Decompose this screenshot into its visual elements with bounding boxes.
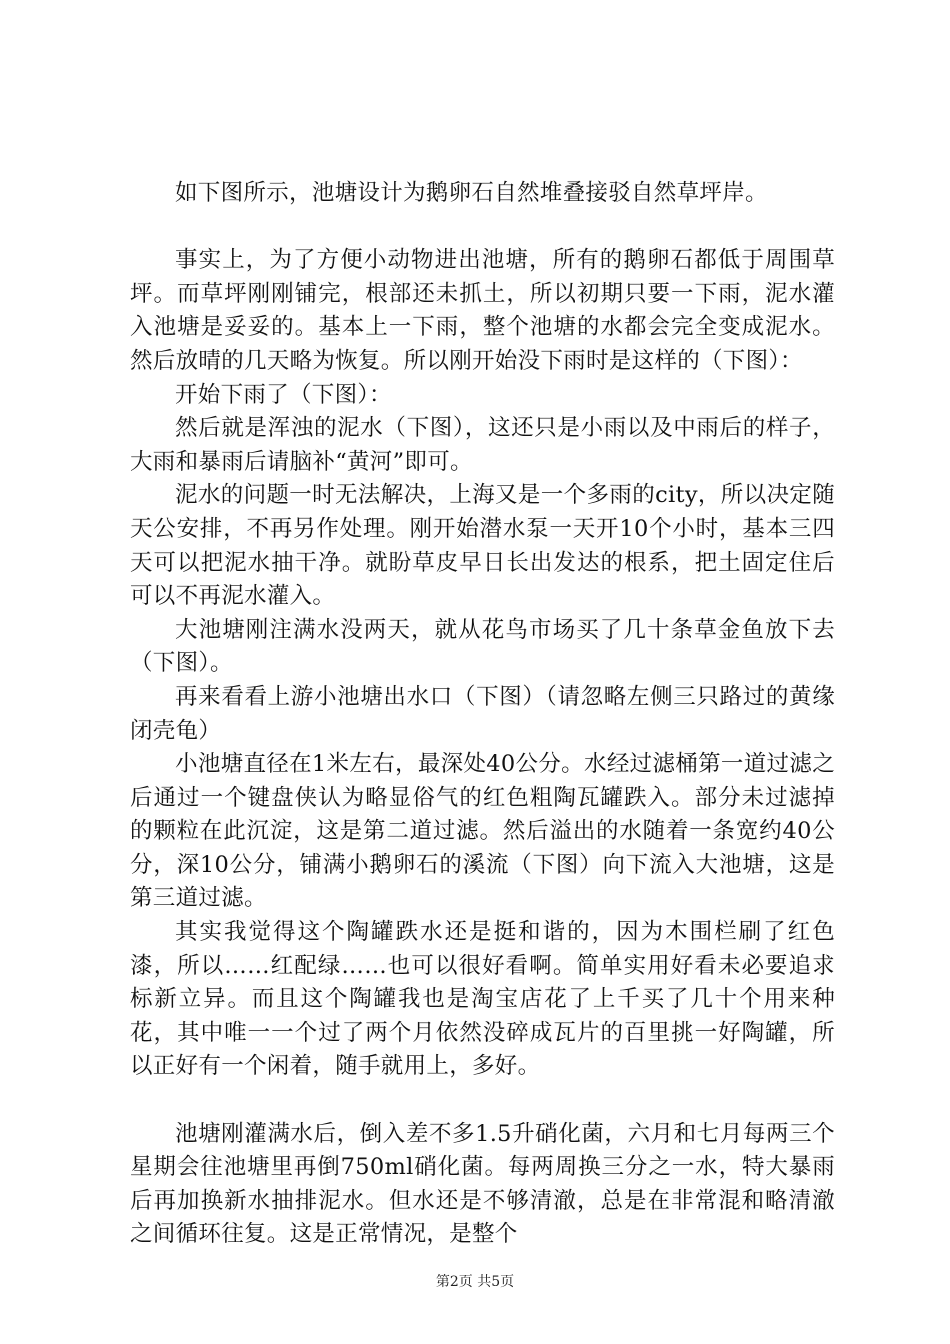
paragraph-5: 泥水的问题一时无法解决，上海又是一个多雨的city，所以决定随天公安排，不再另作处理。刚开始潜水泵一天开10个小时，基本三四天可以把泥水抽干净。就盼草皮早日长出发达的根系，把土固定住后可以不再泥水灌入。	[130, 482, 835, 610]
paragraph-7: 再来看看上游小池塘出水口（下图）（请忽略左侧三只路过的黄缘闭壳龟）	[130, 683, 835, 744]
paragraph-4: 然后就是浑浊的泥水（下图），这还只是小雨以及中雨后的样子，大雨和暴雨后请脑补“黄河”即可。	[130, 415, 835, 475]
paragraph-8: 小池塘直径在1米左右，最深处40公分。水经过滤桶第一道过滤之后通过一个键盘侠认为略显俗气的红色粗陶瓦罐跌入。部分未过滤掉的颗粒在此沉淀，这是第二道过滤。然后溢出的水随着一条宽约40公分，深10公分，铺满小鹅卵石的溪流（下图）向下流入大池塘，这是第三道过滤。	[130, 751, 835, 912]
document-body	[130, 177, 835, 1252]
page-number-footer: 第2页 共5页	[435, 1274, 515, 1290]
paragraph-3: 开始下雨了（下图）：	[175, 381, 392, 408]
paragraph-10: 池塘刚灌满水后，倒入差不多1.5升硝化菌，六月和七月每两三个星期会往池塘里再倒750ml硝化菌。每两周换三分之一水，特大暴雨后再加换新水抽排泥水。但水还是不够清澈，总是在非常混和略清澈之间循环往复。这是正常情况，是整个	[130, 1120, 835, 1248]
paragraph-2: 事实上，为了方便小动物进出池塘，所有的鹅卵石都低于周围草坪。而草坪刚刚铺完，根部还未抓土，所以初期只要一下雨，泥水灌入池塘是妥妥的。基本上一下雨，整个池塘的水都会完全变成泥水。然后放晴的几天略为恢复。所以刚开始没下雨时是这样的（下图）：	[130, 247, 835, 374]
paragraph-9: 其实我觉得这个陶罐跌水还是挺和谐的，因为木围栏刷了红色漆，所以……红配绿……也可以很好看啊。简单实用好看未必要追求标新立异。而且这个陶罐我也是淘宝店花了上千买了几十个用来种花，其中唯一一个过了两个月依然没碎成瓦片的百里挑一好陶罐，所以正好有一个闲着，随手就用上，多好。	[130, 919, 835, 1080]
paragraph-spacer	[130, 211, 835, 245]
paragraph-spacer	[130, 1084, 835, 1118]
paragraph-1: 如下图所示，池塘设计为鹅卵石自然堆叠接驳自然草坪岸。	[175, 180, 768, 206]
paragraph-6: 大池塘刚注满水没两天，就从花鸟市场买了几十条草金鱼放下去（下图）。	[130, 616, 835, 677]
